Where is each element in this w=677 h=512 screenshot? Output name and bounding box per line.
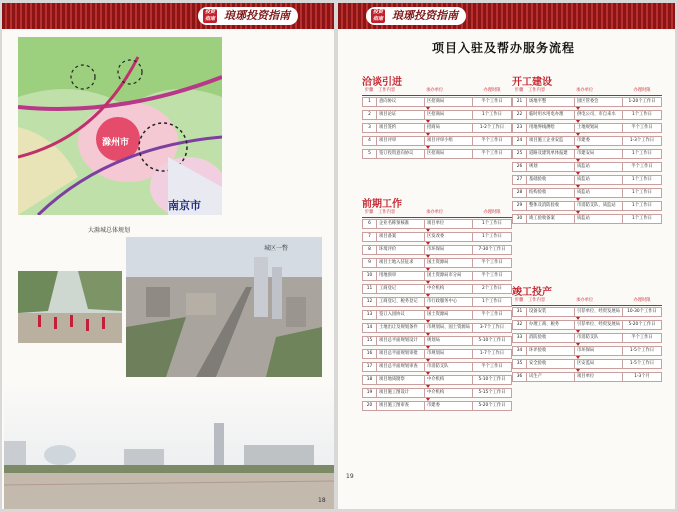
table-cell: 企业名称预核准: [377, 220, 425, 228]
table-cell: 工商登记、税务登记: [377, 298, 425, 306]
table-cell: 1-5个工作日: [629, 348, 655, 353]
table-cell: 市消防支队、质监站: [575, 202, 623, 210]
table-cell: 项目评审: [377, 137, 425, 145]
table-cell: 13: [363, 311, 377, 319]
table-row: [362, 271, 512, 281]
table-cell: 结构验收: [527, 189, 575, 197]
table-cell: 5-10个工作日: [478, 377, 506, 382]
right-page-number: 19: [346, 473, 354, 480]
table-cell: 市建安局: [575, 150, 623, 158]
table-cell: 12: [363, 298, 377, 306]
table-cell: 23: [513, 124, 527, 132]
table-cell: 17: [363, 363, 377, 371]
flow-arrow: [512, 369, 662, 372]
table-cell: 10-30个工作日: [627, 309, 657, 314]
table-cell: 质监站: [575, 189, 623, 197]
table-cell: 环评验收: [527, 347, 575, 355]
left-page: [2, 3, 334, 509]
table-cell: 中介机构: [425, 389, 473, 397]
planning-map: [18, 37, 222, 215]
table-row: [512, 320, 662, 330]
table-cell: 中介机构: [425, 376, 473, 384]
column-header: 办理时限: [483, 88, 501, 93]
flow-arrow: [362, 133, 512, 136]
table-cell: 半个工作日: [631, 335, 653, 340]
table-cell: 9: [363, 259, 377, 267]
flow-arrow: [362, 346, 512, 349]
flow-arrow: [362, 242, 512, 245]
table-production: [512, 297, 662, 382]
map-label-nanjing: 南京市: [168, 199, 201, 212]
table-cell: 项目总平面规划审查: [377, 363, 425, 371]
table-row: [512, 123, 662, 133]
table-cell: 用地界线测绘: [527, 124, 575, 132]
flow-arrow: [512, 356, 662, 359]
table-row: [362, 388, 512, 398]
table-cell: 4: [363, 137, 377, 145]
table-cell: 园区管委会: [575, 98, 623, 106]
table-cell: 市建委: [575, 137, 623, 145]
flow-arrow: [362, 385, 512, 388]
table-row: [362, 110, 512, 120]
flow-arrow: [362, 268, 512, 271]
flow-arrow: [512, 172, 662, 175]
table-cell: 2: [363, 111, 377, 119]
table-row: [362, 232, 512, 242]
table-cell: 16: [363, 350, 377, 358]
table-cell: 22: [513, 111, 527, 119]
table-cell: 意向协议: [377, 98, 425, 106]
section-negotiation: 洽谈引进: [362, 77, 402, 88]
table-cell: 项目施工图设计: [377, 389, 425, 397]
table-row: [362, 245, 512, 255]
table-cell: 5-20个工作日: [628, 322, 656, 327]
table-row: [512, 201, 662, 211]
table-cell: 市规划局: [425, 350, 473, 358]
table-cell: 5-15个工作日: [478, 390, 506, 395]
table-row: [362, 97, 512, 107]
column-header: 步骤: [364, 88, 374, 93]
column-header: 步骤: [514, 298, 524, 303]
table-negotiation: [362, 87, 512, 159]
table-cell: 项目施工企业安监: [527, 137, 575, 145]
flow-arrow: [362, 120, 512, 123]
table-cell: 规划: [527, 163, 575, 171]
city-caption: 城区一瞥: [264, 245, 289, 252]
table-row: [512, 359, 662, 369]
table-cell: 1个工作日: [632, 151, 652, 156]
table-cell: 1-5个工作日: [629, 361, 655, 366]
table-cell: 国土资源局: [425, 311, 473, 319]
table-cell: 1-3个月: [634, 374, 650, 379]
table-cell: 6: [363, 220, 377, 228]
table-cell: 21: [513, 98, 527, 106]
table-cell: 半个工作日: [481, 364, 503, 369]
flow-arrow: [512, 120, 662, 123]
table-row: [512, 188, 662, 198]
table-cell: 竣工验收备案: [527, 215, 575, 223]
flow-arrow: [362, 281, 512, 284]
table-cell: 32: [513, 321, 527, 329]
table-row: [512, 372, 662, 382]
table-header: [362, 87, 512, 96]
table-cell: 10: [363, 272, 377, 280]
column-header: 工作内容: [378, 210, 396, 215]
right-page: [338, 3, 675, 509]
page-title: 项目入驻及帮办服务流程: [432, 41, 576, 55]
table-cell: 道路及建筑单体报建: [527, 150, 575, 158]
table-cell: 引荐单位、经贸发展局: [575, 321, 623, 329]
table-row: [512, 175, 662, 185]
table-cell: 11: [363, 285, 377, 293]
table-row: [512, 149, 662, 159]
table-cell: 1-20个工作日: [628, 99, 656, 104]
table-row: [362, 323, 512, 333]
table-cell: 项目总平面规划审批: [377, 350, 425, 358]
table-cell: 项目论证: [377, 111, 425, 119]
table-cell: 签订入园协议: [377, 311, 425, 319]
table-cell: 28: [513, 189, 527, 197]
table-header: [512, 297, 662, 306]
table-row: [362, 310, 512, 320]
table-cell: 18: [363, 376, 377, 384]
table-cell: 工商登记: [377, 285, 425, 293]
table-row: [512, 346, 662, 356]
table-row: [362, 401, 512, 411]
table-cell: 14: [363, 324, 377, 332]
table-row: [362, 362, 512, 372]
guide-badge: 投资指南: [372, 9, 383, 22]
table-cell: 3-7个工作日: [479, 325, 505, 330]
column-header: 工作内容: [378, 88, 396, 93]
table-cell: 35: [513, 360, 527, 368]
table-cell: 1个工作日: [482, 221, 502, 226]
flow-arrow: [362, 398, 512, 401]
table-cell: 1: [363, 98, 377, 106]
table-cell: 1个工作日: [482, 234, 502, 239]
table-cell: 7-30个工作日: [478, 247, 506, 252]
column-header: 步骤: [364, 210, 374, 215]
map-label-chuzhou: 滁州市: [102, 138, 130, 148]
header-band: [2, 3, 334, 29]
table-cell: 中介机构: [425, 285, 473, 293]
flow-arrow: [362, 333, 512, 336]
table-cell: 5-20个工作日: [478, 403, 506, 408]
flow-arrow: [512, 146, 662, 149]
table-cell: 土地规划局: [575, 124, 623, 132]
table-cell: 项目备案: [377, 233, 425, 241]
table-cell: 31: [513, 308, 527, 316]
column-header: 工作内容: [528, 298, 546, 303]
table-cell: 临时用水用电办理: [527, 111, 575, 119]
table-row: [362, 297, 512, 307]
table-cell: 项目评审小组: [425, 137, 473, 145]
table-cell: 3: [363, 124, 377, 132]
section-construction: 开工建设: [512, 77, 552, 88]
table-cell: 1个工作日: [482, 299, 502, 304]
table-cell: 国土资源局市分局: [425, 272, 473, 280]
flow-arrow: [512, 330, 662, 333]
table-row: [512, 97, 662, 107]
table-cell: 1个工作日: [632, 177, 652, 182]
table-cell: 29: [513, 202, 527, 210]
table-cell: 用地预审: [377, 272, 425, 280]
table-cell: 规划局: [425, 337, 473, 345]
table-cell: 半个工作日: [481, 151, 503, 156]
table-cell: 市消防支队: [575, 334, 623, 342]
table-cell: 质监站: [575, 176, 623, 184]
table-cell: 33: [513, 334, 527, 342]
table-cell: 8: [363, 246, 377, 254]
table-cell: 区发改委: [425, 233, 473, 241]
flow-arrow: [362, 107, 512, 110]
table-cell: 半个工作日: [481, 273, 503, 278]
table-cell: 1个工作日: [482, 112, 502, 117]
flow-arrow: [512, 159, 662, 162]
table-row: [362, 258, 512, 268]
header-band: [338, 3, 675, 29]
table-cell: 1个工作日: [632, 190, 652, 195]
flow-arrow: [512, 211, 662, 214]
table-preliminary: [362, 209, 512, 411]
table-cell: 区招商局: [425, 98, 473, 106]
table-cell: 半个工作日: [481, 99, 503, 104]
table-cell: 招商局: [425, 124, 473, 132]
table-cell: 市环保局: [575, 347, 623, 355]
brand-title: 投资指南 琅琊投资指南: [198, 7, 298, 25]
table-row: [512, 214, 662, 224]
column-header: 承办单位: [426, 210, 444, 215]
table-cell: 市消防支队: [425, 363, 473, 371]
table-cell: 半个工作日: [631, 125, 653, 130]
table-cell: 半个工作日: [481, 260, 503, 265]
table-cell: 15: [363, 337, 377, 345]
flow-arrow: [512, 343, 662, 346]
flow-arrow: [362, 307, 512, 310]
flow-arrow: [362, 146, 512, 149]
table-cell: 办理工商、税务: [527, 321, 575, 329]
table-cell: 半个工作日: [481, 138, 503, 143]
table-row: [362, 123, 512, 133]
table-cell: 国土资源局: [425, 259, 473, 267]
table-cell: 20: [363, 402, 377, 410]
table-cell: 1个工作日: [632, 203, 652, 208]
flow-arrow: [512, 185, 662, 188]
table-cell: 34: [513, 347, 527, 355]
table-row: [362, 336, 512, 346]
table-cell: 1-3个工作日: [629, 138, 655, 143]
table-cell: 半个工作日: [631, 164, 653, 169]
table-row: [362, 219, 512, 229]
table-cell: 市环保局: [425, 246, 473, 254]
flow-arrow: [512, 133, 662, 136]
table-row: [512, 136, 662, 146]
flow-arrow: [512, 317, 662, 320]
table-cell: 试生产: [527, 373, 575, 381]
table-cell: 项目施工图审查: [377, 402, 425, 410]
table-cell: 27: [513, 176, 527, 184]
table-cell: 环境评价: [377, 246, 425, 254]
table-cell: 19: [363, 389, 377, 397]
guide-badge: 投资指南: [204, 9, 215, 22]
column-header: 承办单位: [426, 88, 444, 93]
flow-arrow: [362, 372, 512, 375]
flow-arrow: [362, 255, 512, 258]
flow-arrow: [362, 294, 512, 297]
map-caption: 大滁城总体规划: [88, 227, 131, 234]
table-row: [512, 307, 662, 317]
table-cell: 项目签约: [377, 124, 425, 132]
table-cell: 区招商局: [425, 150, 473, 158]
table-cell: 7: [363, 233, 377, 241]
table-cell: 场地平整: [527, 98, 575, 106]
flow-arrow: [512, 107, 662, 110]
column-header: 办理时限: [633, 298, 651, 303]
table-cell: 25: [513, 150, 527, 158]
table-cell: 整体及消防验收: [527, 202, 575, 210]
table-row: [512, 162, 662, 172]
table-cell: 30: [513, 215, 527, 223]
column-header: 承办单位: [576, 298, 594, 303]
column-header: 工作内容: [528, 88, 546, 93]
table-cell: 1-2个工作日: [479, 125, 505, 130]
table-row: [362, 375, 512, 385]
table-cell: 项目总平面规划设计: [377, 337, 425, 345]
table-cell: 项目地质勘察: [377, 376, 425, 384]
brand-title: 投资指南 琅琊投资指南: [366, 7, 466, 25]
plaza-photo: [4, 381, 334, 509]
table-cell: 1个工作日: [632, 216, 652, 221]
table-row: [362, 136, 512, 146]
section-preliminary: 前期工作: [362, 199, 402, 210]
table-cell: 区招商局: [425, 111, 473, 119]
flow-arrow: [362, 320, 512, 323]
city-photo: [126, 237, 322, 377]
flow-arrow: [362, 229, 512, 232]
table-cell: 设备安装: [527, 308, 575, 316]
left-page-number: 18: [318, 497, 326, 504]
table-row: [362, 349, 512, 359]
table-cell: 供电公司、市自来水: [575, 111, 623, 119]
table-header: [362, 209, 512, 218]
table-cell: 5: [363, 150, 377, 158]
table-cell: 项目单位: [425, 220, 473, 228]
table-cell: 26: [513, 163, 527, 171]
column-header: 办理时限: [633, 88, 651, 93]
table-cell: 市规划局、国土资源局: [425, 324, 473, 332]
column-header: 步骤: [514, 88, 524, 93]
table-cell: 市建委: [425, 402, 473, 410]
table-cell: 质监站: [575, 215, 623, 223]
table-cell: 36: [513, 373, 527, 381]
table-construction: [512, 87, 662, 224]
table-cell: 1个工作日: [632, 112, 652, 117]
table-cell: 1-7个工作日: [479, 351, 505, 356]
flow-arrow: [512, 198, 662, 201]
table-cell: 土地出让及规划条件: [377, 324, 425, 332]
table-cell: 引荐单位、经贸发展局: [575, 308, 623, 316]
table-row: [512, 333, 662, 343]
park-photo: [18, 271, 122, 343]
table-header: [512, 87, 662, 96]
column-header: 承办单位: [576, 88, 594, 93]
table-cell: 消防验收: [527, 334, 575, 342]
table-row: [512, 110, 662, 120]
table-row: [362, 149, 512, 159]
flow-arrow: [362, 359, 512, 362]
table-row: [362, 284, 512, 294]
section-production: 竣工投产: [512, 287, 552, 298]
table-cell: 半个工作日: [481, 312, 503, 317]
table-cell: 签订投资意向协议: [377, 150, 425, 158]
table-cell: 24: [513, 137, 527, 145]
table-cell: 区安监局: [575, 360, 623, 368]
table-cell: 安全验收: [527, 360, 575, 368]
table-cell: 5-10个工作日: [478, 338, 506, 343]
table-cell: 项目单位: [575, 373, 623, 381]
table-cell: 项目土地入驻征求: [377, 259, 425, 267]
table-cell: 质监站: [575, 163, 623, 171]
column-header: 办理时限: [483, 210, 501, 215]
table-cell: 基础验收: [527, 176, 575, 184]
table-cell: 2个工作日: [482, 286, 502, 291]
table-cell: 市行政服务中心: [425, 298, 473, 306]
